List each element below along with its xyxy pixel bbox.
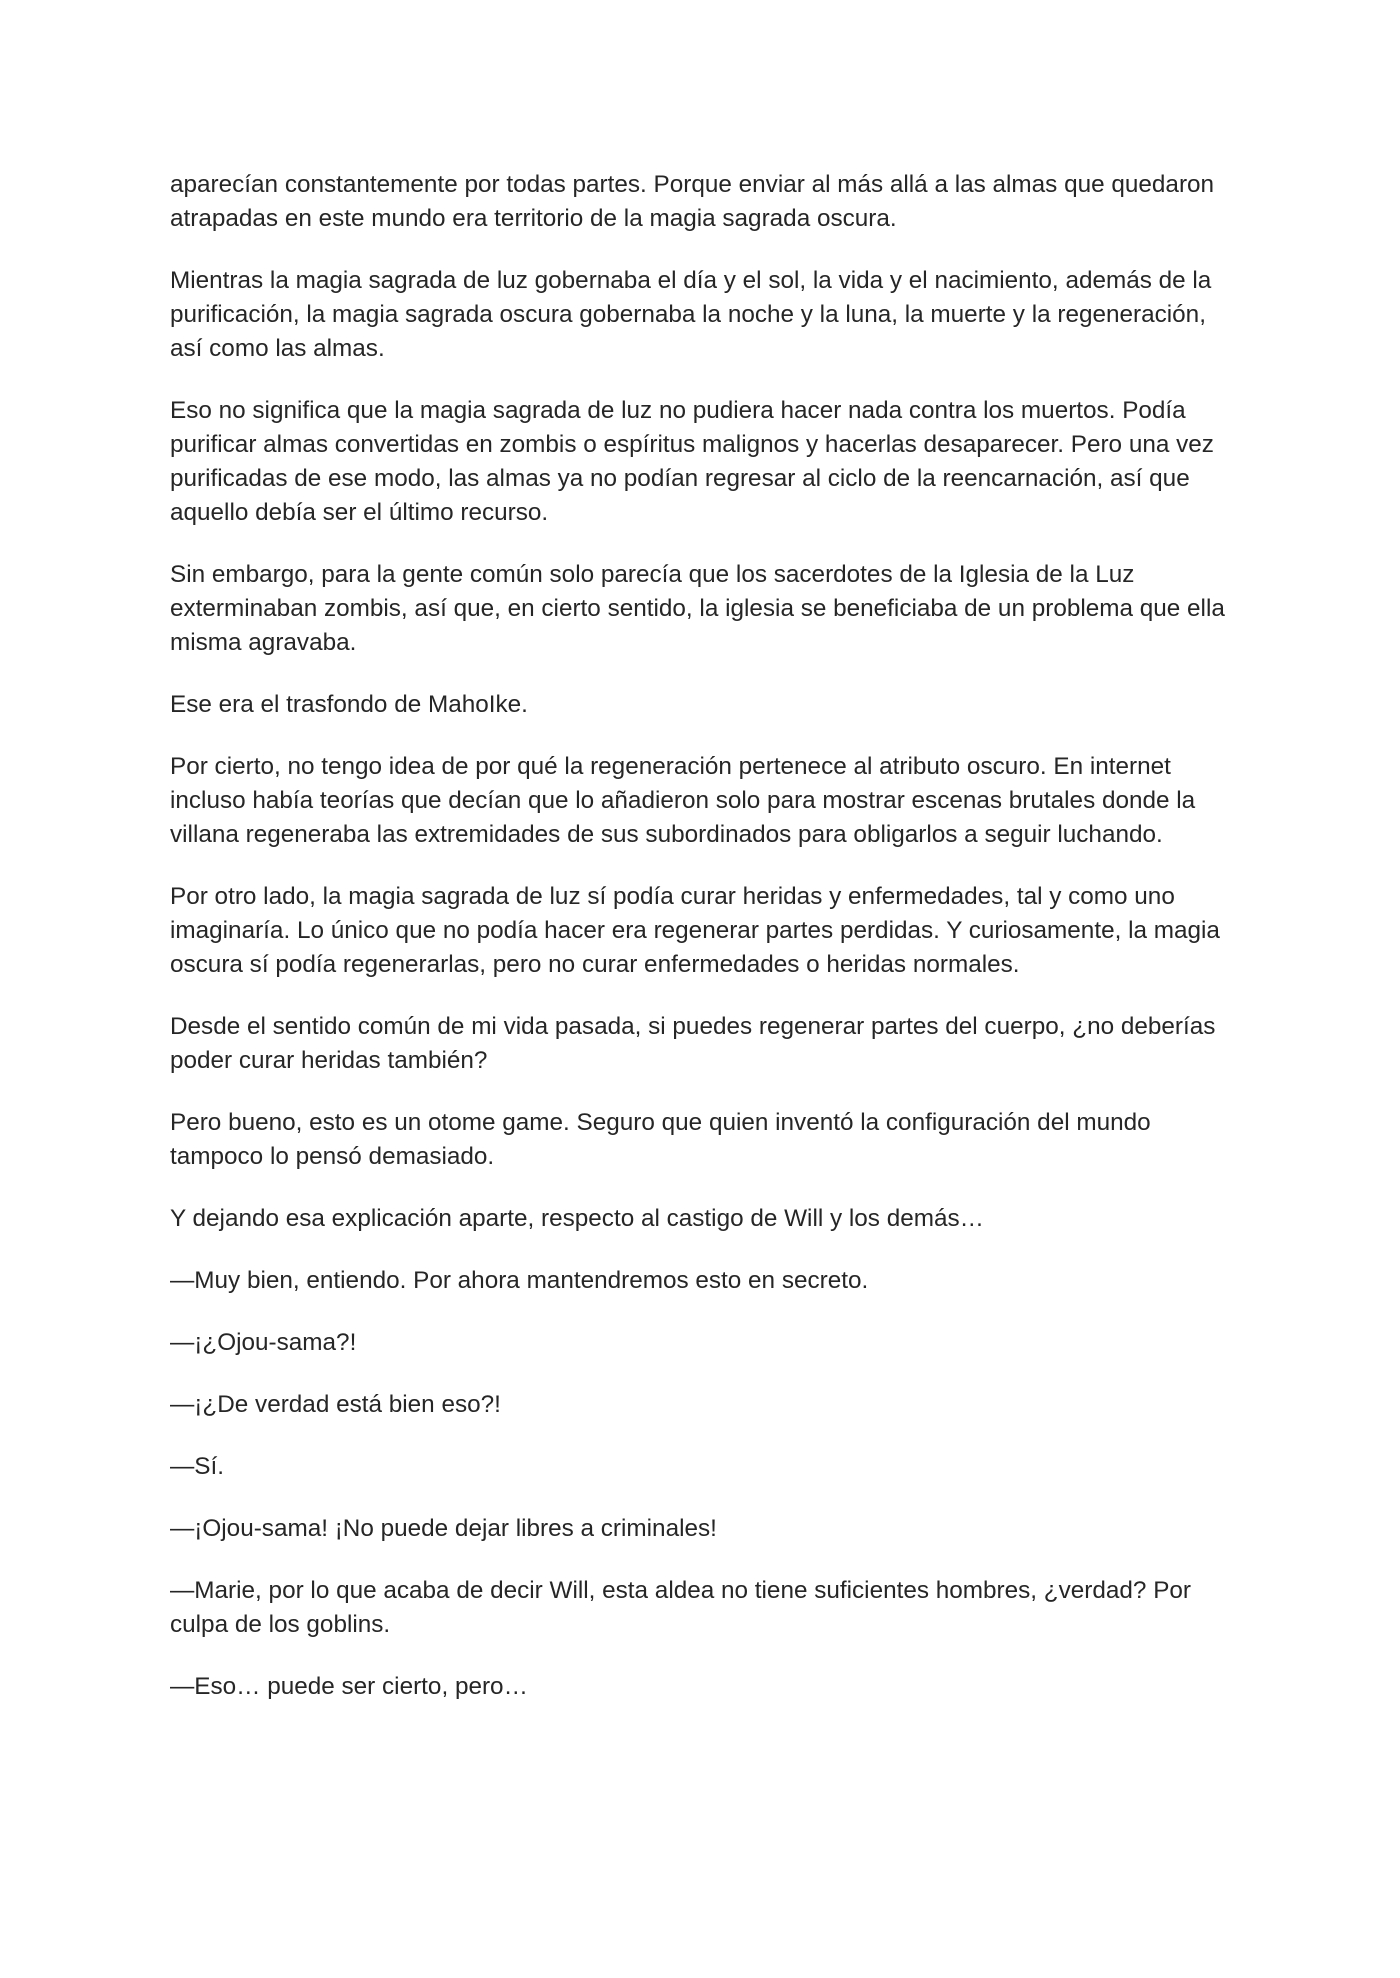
- paragraph: Por cierto, no tengo idea de por qué la regeneración pertenece al atributo oscuro. En internet incluso había teorías que decían que lo añadieron solo para mostrar escenas brutales donde la villana regeneraba las extremidades de sus subordinados para obligarlos a seguir luchando.: [170, 753, 1196, 848]
- dialogue-line: —Sí.: [170, 1453, 225, 1480]
- paragraph: Mientras la magia sagrada de luz gobernaba el día y el sol, la vida y el nacimiento, además de la purificación, la magia sagrada oscura gobernaba la noche y la luna, la muerte y la regeneración, así como las almas.: [170, 267, 1212, 362]
- dialogue-line: —Eso… puede ser cierto, pero…: [170, 1673, 528, 1700]
- paragraph: aparecían constantemente por todas partes. Porque enviar al más allá a las almas que quedaron atrapadas en este mundo era territorio de la magia sagrada oscura.: [170, 171, 1215, 232]
- document-body: [170, 168, 1240, 1732]
- paragraph: Por otro lado, la magia sagrada de luz sí podía curar heridas y enfermedades, tal y como uno imaginaría. Lo único que no podía hacer era regenerar partes perdidas. Y curiosamente, la magia oscura sí podía regenerarlas, pero no curar enfermedades o heridas normales.: [170, 883, 1220, 978]
- paragraph: Desde el sentido común de mi vida pasada, si puedes regenerar partes del cuerpo, ¿no deberías poder curar heridas también?: [170, 1013, 1216, 1074]
- paragraph: Y dejando esa explicación aparte, respecto al castigo de Will y los demás…: [170, 1205, 984, 1232]
- dialogue-line: —¡Ojou-sama! ¡No puede dejar libres a criminales!: [170, 1515, 717, 1542]
- dialogue-line: —Marie, por lo que acaba de decir Will, esta aldea no tiene suficientes hombres, ¿verdad? Por culpa de los goblins.: [170, 1577, 1192, 1638]
- paragraph: Sin embargo, para la gente común solo parecía que los sacerdotes de la Iglesia de la Luz exterminaban zombis, así que, en cierto sentido, la iglesia se beneficiaba de un problema que ella misma agravaba.: [170, 561, 1225, 656]
- paragraph: Eso no significa que la magia sagrada de luz no pudiera hacer nada contra los muertos. Podía purificar almas convertidas en zombis o espíritus malignos y hacerlas desaparecer. Pero una vez purificadas de ese modo, las almas ya no podían regresar al ciclo de la reencarnación, así que aquello debía ser el último recurso.: [170, 397, 1214, 526]
- dialogue-line: —¡¿Ojou-sama?!: [170, 1329, 357, 1356]
- dialogue-line: —¡¿De verdad está bien eso?!: [170, 1391, 501, 1418]
- dialogue-line: —Muy bien, entiendo. Por ahora mantendremos esto en secreto.: [170, 1267, 869, 1294]
- paragraph: Pero bueno, esto es un otome game. Seguro que quien inventó la configuración del mundo tampoco lo pensó demasiado.: [170, 1109, 1151, 1170]
- paragraph: Ese era el trasfondo de MahoIke.: [170, 691, 528, 718]
